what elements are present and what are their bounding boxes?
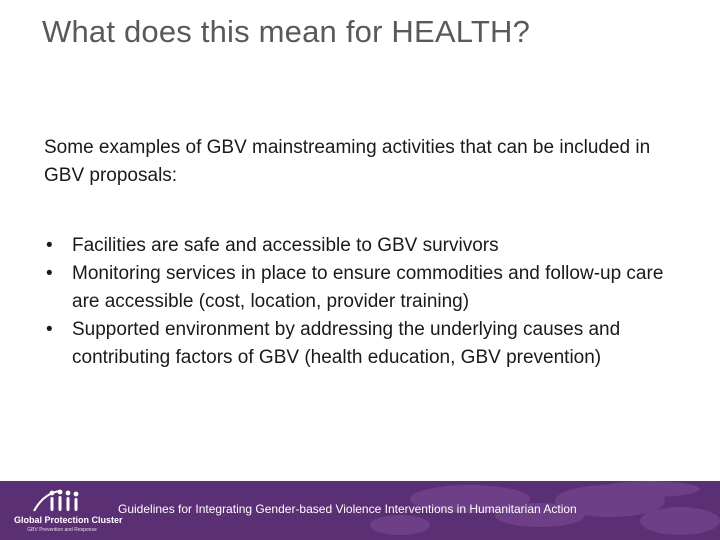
logo-name: Global Protection Cluster: [14, 515, 123, 525]
bullet-icon: •: [46, 263, 53, 284]
bullet-text: Facilities are safe and accessible to GBV survivors: [72, 235, 499, 256]
bullet-item: [44, 316, 684, 372]
bullet-item: [44, 232, 684, 260]
people-figures-icon: [14, 487, 110, 515]
bullet-icon: •: [46, 319, 53, 340]
footer-bar: [0, 481, 720, 540]
bullet-list: [44, 232, 684, 372]
slide-title: What does this mean for HEALTH?: [42, 14, 531, 49]
bullet-text: Monitoring services in place to ensure commodities and follow-up care are accessible (cost, location, provider training): [72, 263, 664, 312]
bullet-text: Supported environment by addressing the underlying causes and contributing factors of GBV (health education, GBV prevention): [72, 319, 621, 368]
bullet-icon: •: [46, 235, 53, 256]
footer-caption: Guidelines for Integrating Gender-based Violence Interventions in Humanitarian Action: [118, 502, 577, 516]
global-protection-cluster-logo: [14, 487, 123, 537]
bullet-item: [44, 260, 684, 316]
intro-text: Some examples of GBV mainstreaming activities that can be included in GBV proposals:: [44, 137, 651, 186]
logo-subtitle: GBV Prevention and Response: [27, 527, 97, 533]
